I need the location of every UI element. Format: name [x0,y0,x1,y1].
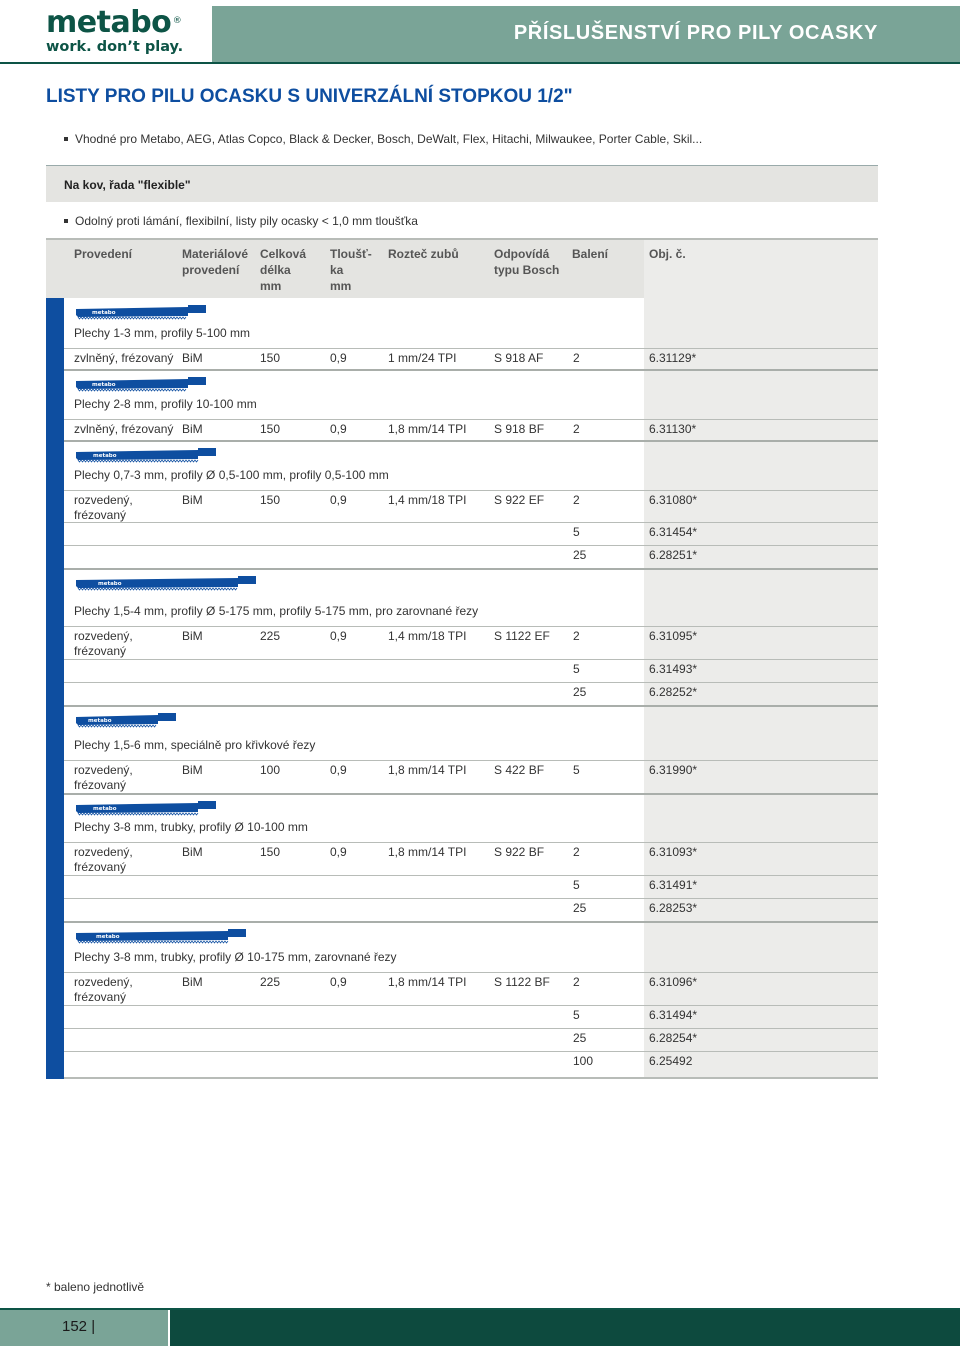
logo-wordmark: metabo ® [46,5,182,40]
page-number: 152 | [62,1318,96,1335]
saw-blade-image [76,447,222,463]
section-title-text: Plechy 3-8 mm, trubky, profily Ø 10-100 mm [74,820,308,834]
cell-tloustka: 0,9 [330,845,347,859]
cell-obj: 6.31093* [649,845,698,859]
cell-material: BiM [182,629,203,643]
col-roztec: Rozteč zubů [388,247,459,261]
cell-bosch: S 918 AF [494,351,544,365]
row-divider [64,626,878,627]
row-divider [64,490,878,491]
blade-section [64,569,878,706]
blade-section [64,922,878,1077]
cell-delka: 150 [260,422,281,436]
cell-tloustka: 0,9 [330,629,347,643]
col-baleni: Balení [572,247,609,261]
cell-roztec: 1,4 mm/18 TPI [388,629,467,643]
cell-baleni: 2 [573,493,580,507]
cell-baleni: 2 [573,629,580,643]
cell-tloustka: 0,9 [330,422,347,436]
cell-roztec: 1,8 mm/14 TPI [388,763,467,777]
row-divider [64,1051,878,1052]
row-divider [64,842,878,843]
category-bullet-text: Odolný proti lámání, flexibilní, listy pily ocasky < 1,0 mm tloušťka [75,214,418,228]
row-divider [64,545,878,546]
compat-text: Vhodné pro Metabo, AEG, Atlas Copco, Black & Decker, Bosch, DeWalt, Flex, Hitachi, Milwaukee, Porter Cable, Skil... [75,132,703,146]
cell-obj: 6.28251* [649,548,698,562]
cell-baleni: 2 [573,845,580,859]
cell-baleni: 5 [573,1008,580,1022]
category-title: Na kov, řada "flexible" [64,178,191,192]
saw-blade-image [76,800,222,816]
cell-provedeni: zvlněný, frézovaný [74,351,174,365]
cell-material: BiM [182,351,203,365]
row-divider [64,1005,878,1006]
blade-section [64,298,878,370]
cell-bosch: S 1122 EF [494,629,550,643]
cell-delka: 150 [260,351,281,365]
blade-section [64,441,878,569]
cell-bosch: S 922 BF [494,845,545,859]
cell-obj: 6.31096* [649,975,698,989]
cell-baleni: 100 [573,1054,594,1068]
metabo-logo [0,0,210,62]
table-blue-bar [46,298,64,1079]
row-divider [64,875,878,876]
cell-baleni: 25 [573,901,587,915]
logo-tagline: work. don’t play. [46,39,184,55]
cell-provedeni: rozvedený, frézovaný [74,845,133,874]
cell-roztec: 1,8 mm/14 TPI [388,975,467,989]
cell-tloustka: 0,9 [330,763,347,777]
logo-registered-mark: ® [172,16,182,26]
cell-baleni: 5 [573,525,580,539]
section-title-text: Plechy 1-3 mm, profily 5-100 mm [74,326,251,340]
bullet-square-icon [64,137,68,141]
cell-material: BiM [182,763,203,777]
cell-roztec: 1,8 mm/14 TPI [388,422,467,436]
header-divider [0,62,960,64]
saw-blade-image [76,575,262,591]
page-title: LISTY PRO PILU OCASKU S UNIVERZÁLNÍ STOPKOU 1/2" [46,86,573,107]
cell-delka: 150 [260,493,281,507]
cell-bosch: S 422 BF [494,763,545,777]
blade-section [64,706,878,794]
col-delka: Celková délka mm [260,247,307,293]
row-divider [64,419,878,420]
col-tloustka: Tloušť- ka mm [330,247,372,293]
cell-obj: 6.31494* [649,1008,698,1022]
section-title-text: Plechy 3-8 mm, trubky, profily Ø 10-175 mm, zarovnané řezy [74,950,397,964]
row-divider [64,682,878,683]
cell-provedeni: rozvedený, frézovaný [74,629,133,658]
cell-material: BiM [182,975,203,989]
blade-logo-text: metabo [93,806,117,812]
cell-delka: 150 [260,845,281,859]
cell-material: BiM [182,493,203,507]
section-title-text: Plechy 0,7-3 mm, profily Ø 0,5-100 mm, profily 0,5-100 mm [74,468,389,482]
section-title-text: Plechy 2-8 mm, profily 10-100 mm [74,397,257,411]
cell-material: BiM [182,845,203,859]
cell-obj: 6.31080* [649,493,698,507]
cell-provedeni: rozvedený, frézovaný [74,975,133,1004]
saw-blade-image [76,304,212,320]
table-header [46,238,878,298]
cell-bosch: S 1122 BF [494,975,550,989]
col-obj: Obj. č. [649,247,686,261]
cell-baleni: 5 [573,662,580,676]
section-title: PŘÍSLUŠENSTVÍ PRO PILY OCASKY [513,22,878,44]
cell-obj: 6.31130* [649,422,697,436]
blade-logo-text: metabo [93,453,117,459]
cell-material: BiM [182,422,203,436]
row-divider [64,760,878,761]
cell-obj: 6.31493* [649,662,698,676]
cell-roztec: 1,8 mm/14 TPI [388,845,467,859]
blade-section [64,794,878,922]
cell-delka: 225 [260,629,281,643]
cell-obj: 6.28252* [649,685,698,699]
saw-blade-image [76,376,212,392]
cell-tloustka: 0,9 [330,351,347,365]
cell-baleni: 5 [573,763,580,777]
blade-logo-text: metabo [96,934,120,940]
cell-obj: 6.25492 [649,1054,693,1068]
blade-logo-text: metabo [88,718,112,724]
cell-bosch: S 918 BF [494,422,545,436]
cell-bosch: S 922 EF [494,493,545,507]
blade-logo-text: metabo [92,382,116,388]
cell-obj: 6.31491* [649,878,698,892]
cell-provedeni: rozvedený, frézovaný [74,763,133,792]
cell-baleni: 5 [573,878,580,892]
cell-delka: 225 [260,975,281,989]
col-material: Materiálové provedení [182,247,249,277]
footer-right-band [170,1310,960,1346]
cell-baleni: 2 [573,422,580,436]
row-divider [64,348,878,349]
col-provedeni: Provedení [74,247,133,261]
cell-obj: 6.31095* [649,629,698,643]
section-title-text: Plechy 1,5-6 mm, speciálně pro křivkové řezy [74,738,316,752]
blade-logo-text: metabo [92,310,116,316]
bullet-square-icon [64,219,68,223]
header-spacer [46,240,64,298]
cell-tloustka: 0,9 [330,975,347,989]
section-title-text: Plechy 1,5-4 mm, profily Ø 5-175 mm, profily 5-175 mm, pro zarovnané řezy [74,604,479,618]
row-divider [64,972,878,973]
row-divider [64,1028,878,1029]
cell-baleni: 2 [573,351,580,365]
blade-section [64,370,878,441]
cell-provedeni: rozvedený, frézovaný [74,493,133,522]
row-divider [64,659,878,660]
cell-obj: 6.28253* [649,901,698,915]
product-table [46,298,878,1079]
col-bosch: Odpovídá typu Bosch [494,247,560,277]
footnote: * baleno jednotlivě [46,1280,145,1294]
saw-blade-image [76,712,182,728]
blade-logo-text: metabo [98,581,122,587]
cell-obj: 6.31454* [649,525,698,539]
cell-provedeni: zvlněný, frézovaný [74,422,174,436]
compat-bullet [64,132,702,146]
cell-obj: 6.28254* [649,1031,698,1045]
row-divider [64,898,878,899]
cell-tloustka: 0,9 [330,493,347,507]
cell-baleni: 25 [573,1031,587,1045]
cell-baleni: 25 [573,685,587,699]
cell-roztec: 1 mm/24 TPI [388,351,457,365]
cell-baleni: 2 [573,975,580,989]
cell-delka: 100 [260,763,281,777]
category-band [46,165,878,202]
table-bottom-rule [64,1077,878,1079]
cell-roztec: 1,4 mm/18 TPI [388,493,467,507]
saw-blade-image [76,928,252,944]
cell-baleni: 25 [573,548,587,562]
category-bullet [64,214,418,228]
cell-obj: 6.31990* [649,763,698,777]
cell-obj: 6.31129* [649,351,697,365]
row-divider [64,522,878,523]
